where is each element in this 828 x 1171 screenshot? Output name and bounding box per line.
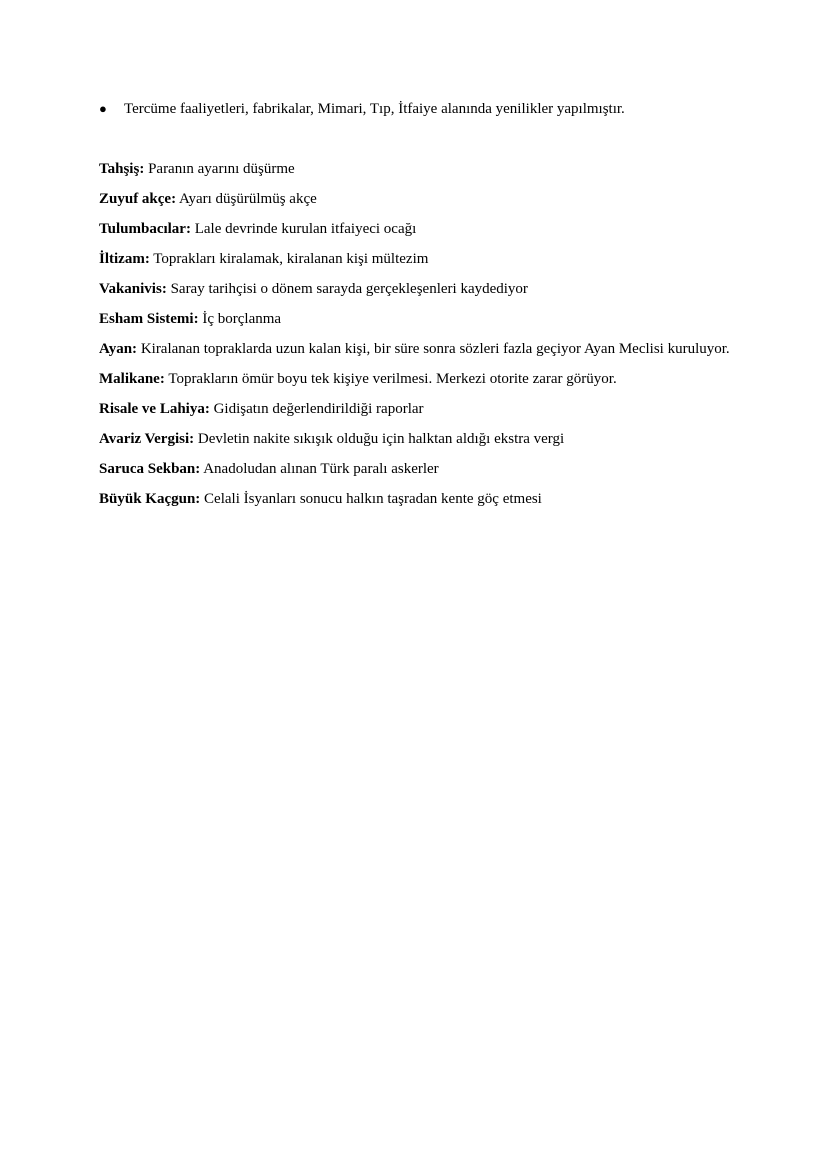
- definition-text: Ayarı düşürülmüş akçe: [176, 191, 317, 207]
- definition-term: Tahşiş:: [99, 161, 145, 177]
- definition-tulumbacilar: [99, 220, 730, 238]
- definition-text: Anadoludan alınan Türk paralı askerler: [200, 461, 439, 477]
- bullet-text: Tercüme faaliyetleri, fabrikalar, Mimari, Tıp, İtfaiye alanında yenilikler yapılmıştır.: [124, 101, 625, 117]
- definition-term: Avariz Vergisi:: [99, 431, 195, 447]
- definition-text: Toprakların ömür boyu tek kişiye verilmesi. Merkezi otorite zarar görüyor.: [164, 371, 617, 387]
- definition-zuyuf-akce: [99, 190, 730, 208]
- bullet-icon: ●: [99, 101, 107, 116]
- definition-term: Esham Sistemi:: [99, 311, 199, 327]
- definition-text: Lale devrinde kurulan itfaiyeci ocağı: [190, 221, 417, 237]
- definition-text: Toprakları kiralamak, kiralanan kişi mültezim: [149, 251, 429, 267]
- definition-iltizam: [99, 250, 730, 268]
- definition-saruca-sekban: [99, 460, 730, 478]
- definition-text: Kiralanan topraklarda uzun kalan kişi, bir süre sonra sözleri fazla geçiyor Ayan Meclisi kuruluyor.: [137, 341, 730, 357]
- definition-avariz-vergisi: [99, 430, 730, 448]
- definition-text: İç borçlanma: [198, 311, 282, 327]
- definition-vakanivis: [99, 280, 730, 298]
- definition-text: Devletin nakite sıkışık olduğu için halktan aldığı ekstra vergi: [194, 431, 565, 447]
- definition-ayan: [99, 340, 730, 358]
- definition-term: Vakanivis:: [99, 281, 167, 297]
- definition-term: Tulumbacılar:: [99, 221, 191, 237]
- definition-term: Risale ve Lahiya:: [99, 401, 210, 417]
- definitions-list: [99, 160, 730, 520]
- definition-buyuk-kacgun: [99, 490, 730, 508]
- definition-term: İltizam:: [99, 251, 150, 267]
- definition-term: Malikane:: [99, 371, 165, 387]
- definition-risale-ve-lahiya: [99, 400, 730, 418]
- definition-tahsis: [99, 160, 730, 178]
- definition-text: Paranın ayarını düşürme: [144, 161, 295, 177]
- definition-text: Saray tarihçisi o dönem sarayda gerçekleşenleri kaydediyor: [166, 281, 528, 297]
- definition-term: Saruca Sekban:: [99, 461, 201, 477]
- definition-term: Ayan:: [99, 341, 138, 357]
- definition-text: Celali İsyanları sonucu halkın taşradan kente göç etmesi: [200, 491, 542, 507]
- definition-term: Zuyuf akçe:: [99, 191, 177, 207]
- definition-esham-sistemi: [99, 310, 730, 328]
- definition-text: Gidişatın değerlendirildiği raporlar: [209, 401, 424, 417]
- definition-term: Büyük Kaçgun:: [99, 491, 201, 507]
- definition-malikane: [99, 370, 730, 388]
